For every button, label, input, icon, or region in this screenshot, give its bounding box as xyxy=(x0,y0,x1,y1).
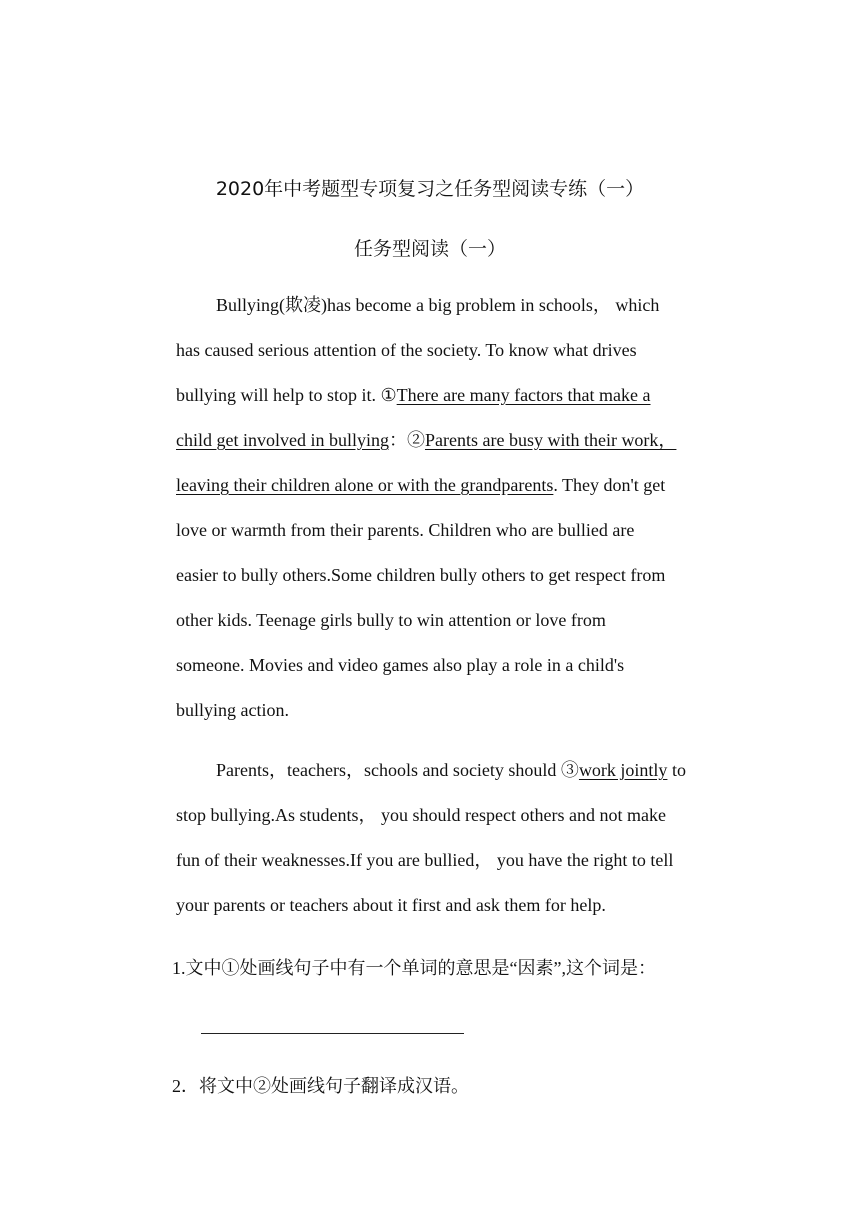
paragraph-line: has caused serious attention of the society. To know what drives xyxy=(176,340,637,360)
underlined-sentence-2: Parents are busy with their work， xyxy=(424,430,677,450)
paragraph-line: other kids. Teenage girls bully to win attention or love from xyxy=(176,610,606,630)
paragraph-line: easier to bully others.Some children bully others to get respect from xyxy=(176,565,666,585)
paragraph-line: fun of their weaknesses.If you are bullied， you have the right to tell xyxy=(176,850,674,870)
paragraph-line: love or warmth from their parents. Children who are bullied are xyxy=(176,520,635,540)
underlined-phrase-3: work jointly xyxy=(578,760,668,780)
paragraph-line xyxy=(176,418,736,463)
question-1: 1.文中①处画线句子中有一个单词的意思是“因素”,这个词是： xyxy=(172,958,656,978)
paragraph-line: stop bullying.As students， you should respect others and not make xyxy=(176,805,666,825)
paragraph-line: someone. Movies and video games also play a role in a child's xyxy=(176,655,625,675)
line-text: Parents，teachers，schools and society should ③ xyxy=(216,760,579,780)
line-text: . They don't get xyxy=(553,475,666,495)
underlined-sentence-1-end: child get involved in bullying xyxy=(176,430,389,450)
paragraph-line: bullying action. xyxy=(176,700,289,720)
document-title: 2020年中考题型专项复习之任务型阅读专练（一） xyxy=(215,178,645,200)
line-text: bullying will help to stop it. ① xyxy=(176,385,397,405)
paragraph-line: your parents or teachers about it first and ask them for help. xyxy=(176,895,606,915)
underlined-sentence-2-end: leaving their children alone or with the grandparents xyxy=(176,475,554,495)
passage-paragraph-1 xyxy=(176,283,736,733)
paragraph-line xyxy=(176,748,736,793)
question-2: 2．将文中②处画线句子翻译成汉语。 xyxy=(172,1076,469,1096)
underlined-sentence-1: There are many factors that make a xyxy=(396,385,651,405)
document-subtitle: 任务型阅读（一） xyxy=(353,238,506,260)
paragraph-line xyxy=(176,463,736,508)
line-text: ：② xyxy=(388,430,425,450)
line-text: to xyxy=(667,760,686,780)
answer-blank-line[interactable] xyxy=(201,1033,464,1034)
passage-paragraph-2 xyxy=(176,748,736,928)
paragraph-line xyxy=(176,373,736,418)
paragraph-line: Bullying(欺凌)has become a big problem in schools， which xyxy=(216,295,660,315)
